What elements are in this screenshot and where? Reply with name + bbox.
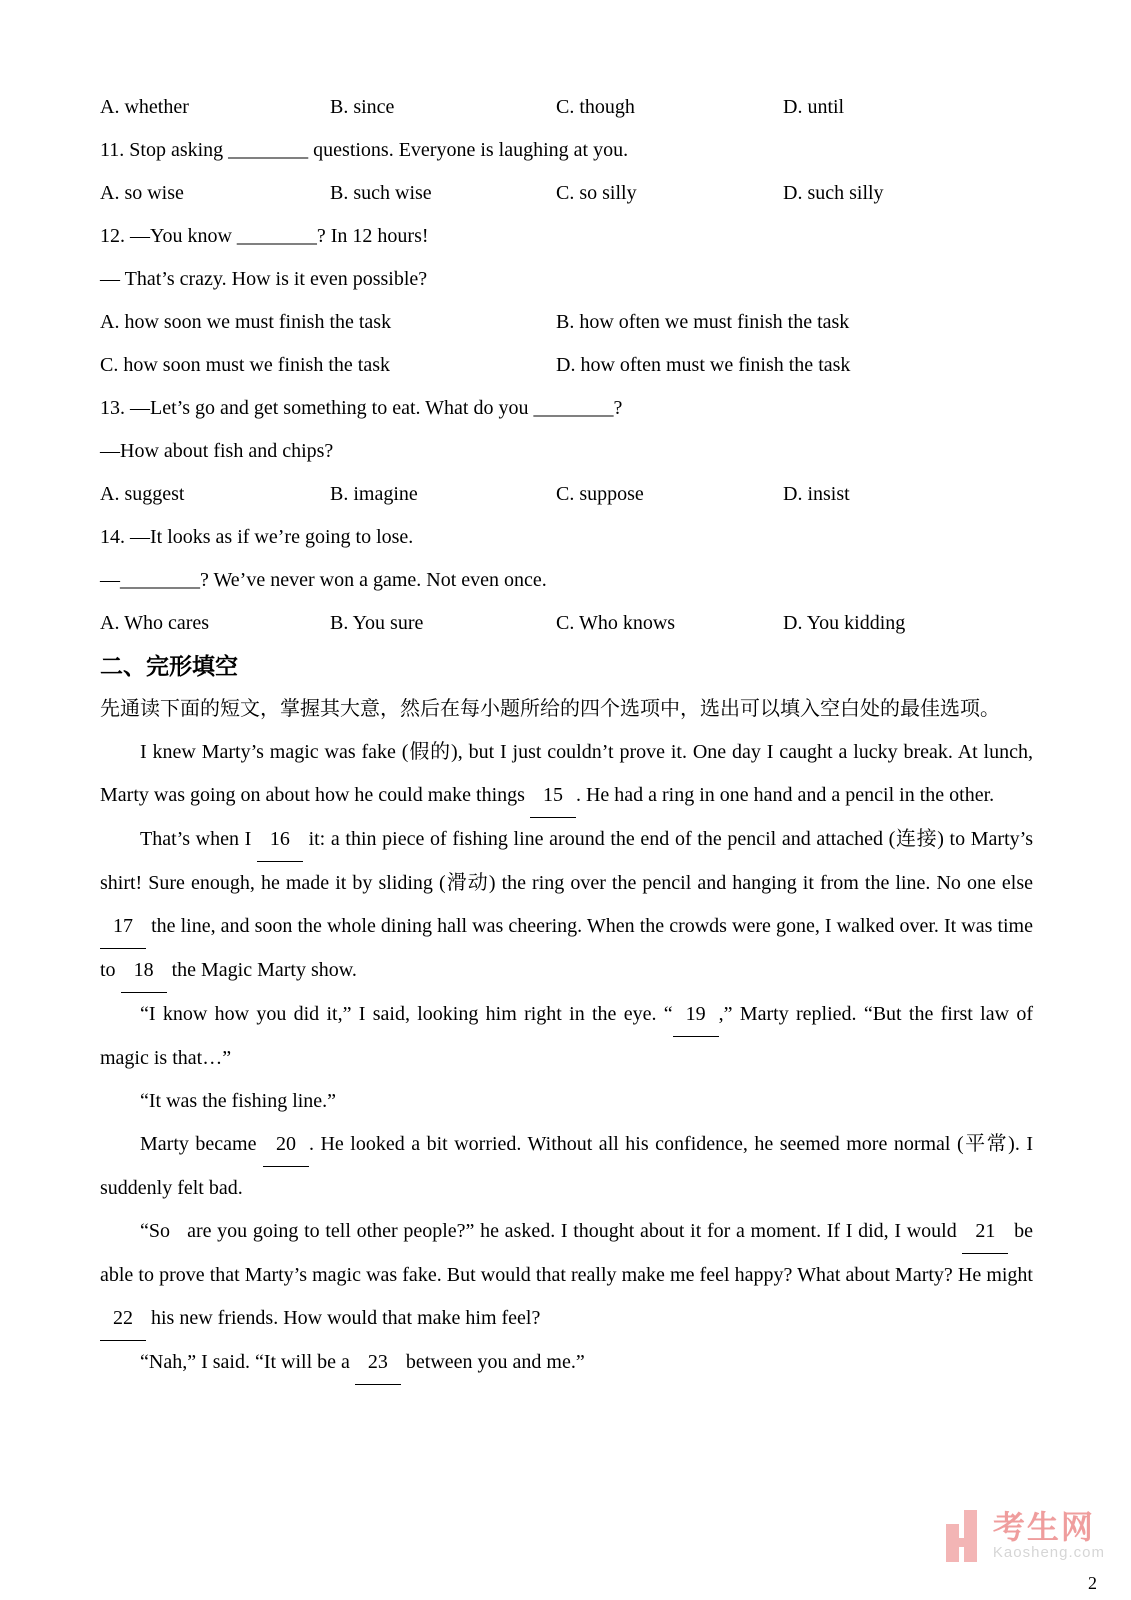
option-b: B. You sure [330,612,424,634]
question-12-stem: 12. —You know ________? In 12 hours! [100,225,429,247]
passage-paragraph-7: “Nah,” I said. “It will be a 23 between you and me.” [100,1341,1033,1385]
cloze-blank: 18 [121,949,167,993]
cloze-instructions: 先通读下面的短文，掌握其大意，然后在每小题所给的四个选项中，选出可以填入空白处的最佳选项。 [100,698,1000,720]
option-d: D. insist [783,483,850,505]
watermark-text-block [993,1510,1105,1562]
option-a: A. whether [100,96,189,118]
option-a: A. Who cares [100,612,210,634]
passage-paragraph-3: “I know how you did it,” I said, looking him right in the eye. “ 19 ,” Marty replied. “But the first law of magic is that…” [100,993,1033,1080]
option-d: D. how often must we finish the task [556,354,851,376]
question-13-options-row [100,473,1033,516]
page-number: 2 [1088,1573,1097,1593]
cloze-blank: 17 [100,905,146,949]
option-c: C. though [556,96,635,118]
cloze-blank: 23 [355,1341,401,1385]
option-b: B. such wise [330,182,432,204]
kaosheng-logo-icon [946,1510,986,1562]
question-12-options-row-cd [100,344,1033,387]
option-d: D. until [783,96,845,118]
question-13-reply: —How about fish and chips? [100,440,334,462]
question-12-reply: — That’s crazy. How is it even possible? [100,268,428,290]
passage-paragraph-5: Marty became 20 . He looked a bit worried. Without all his confidence, he seemed more normal (平常). I suddenly felt bad. [100,1123,1033,1210]
option-c: C. suppose [556,483,644,505]
cloze-blank: 21 [962,1210,1008,1254]
option-c: C. how soon must we finish the task [100,354,390,376]
cloze-blank: 15 [530,774,576,818]
option-c: C. so silly [556,182,637,204]
option-c: C. Who knows [556,612,676,634]
passage-paragraph-4: “It was the fishing line.” [140,1090,337,1112]
question-10-options-row [100,86,1033,129]
option-a: A. so wise [100,182,184,204]
watermark-domain-text: Kaosheng.com [992,1544,1105,1561]
passage-paragraph-6: “So are you going to tell other people?” he asked. I thought about it for a moment. If I did, I would 21 be able to prove that Marty’s magic was fake. But would that really make me feel happy? What about Marty? He might 22 his new friends. How would that make him feel? [100,1210,1033,1341]
option-b: B. how often we must finish the task [556,311,850,333]
cloze-blank: 20 [263,1123,309,1167]
option-b: B. imagine [330,483,418,505]
option-d: D. such silly [783,182,884,204]
question-12-options-row-ab [100,301,1033,344]
question-14-reply: —________? We’ve never won a game. Not even once. [100,569,547,591]
question-14-stem: 14. —It looks as if we’re going to lose. [100,526,414,548]
cloze-blank: 22 [100,1297,146,1341]
cloze-blank: 16 [257,818,303,862]
kaosheng-watermark [946,1510,1105,1562]
option-a: A. suggest [100,483,185,505]
passage-paragraph-2: That’s when I 16 it: a thin piece of fishing line around the end of the pencil and attached (连接) to Marty’s shirt! Sure enough, he made it by sliding (滑动) the ring over the pencil and hanging it from the line. No one else 17 the line, and soon the whole dining hall was cheering. When the crowds were gone, I walked over. It was time to 18 the Magic Marty show. [100,818,1033,993]
passage-paragraph-1: I knew Marty’s magic was fake (假的), but I just couldn’t prove it. One day I caught a lucky break. At lunch, Marty was going on about how he could make things 15 . He had a ring in one hand and a pencil in the other. [100,731,1033,818]
option-d: D. You kidding [783,612,906,634]
watermark-brand-text: 考生网 [992,1509,1095,1545]
question-11-stem: 11. Stop asking ________ questions. Everyone is laughing at you. [100,139,629,161]
option-a: A. how soon we must finish the task [100,311,392,333]
question-13-stem: 13. —Let’s go and get something to eat. What do you ________? [100,397,623,419]
question-11-options-row [100,172,1033,215]
question-14-options-row [100,602,1033,645]
cloze-blank: 19 [673,993,719,1037]
cloze-section-title: 二、完形填空 [100,653,238,679]
option-b: B. since [330,96,395,118]
